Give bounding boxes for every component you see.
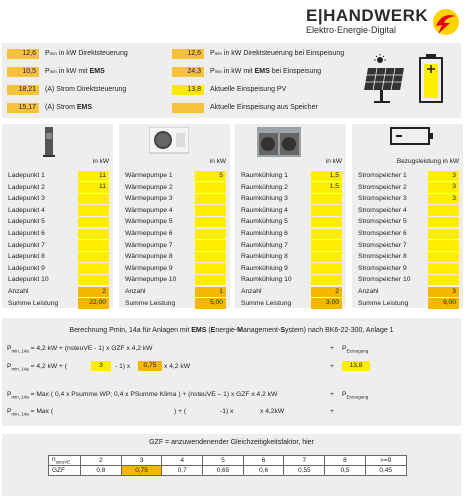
summary-right-label: Aktuelle Einspeisung aus Speicher — [210, 104, 318, 111]
device-power-input[interactable] — [78, 275, 109, 286]
summary-right-label: Pmin in kW Direktsteuerung bei Einspeisung — [210, 50, 345, 57]
device-name: Wärmepumpe 5 — [125, 218, 173, 226]
gzf-n-cell: 4 — [162, 456, 203, 466]
device-name: Stromspeicher 2 — [358, 183, 407, 191]
gzf-table — [48, 455, 407, 476]
device-power-input[interactable] — [78, 217, 109, 228]
device-row — [352, 228, 463, 240]
formula-minus-one: - 1) x — [115, 363, 131, 370]
device-row — [352, 170, 463, 182]
device-row — [119, 240, 230, 252]
device-power-input[interactable] — [428, 275, 459, 286]
device-name: Stromspeicher 4 — [358, 206, 407, 214]
gzf-value-cell: 0,65 — [203, 466, 244, 476]
formula-ems-bracket: ) + ( — [174, 408, 187, 415]
device-name: Ladepunkt 2 — [8, 183, 45, 191]
heat-pump-icon — [149, 127, 189, 157]
device-power-input[interactable] — [311, 275, 342, 286]
device-power-input[interactable] — [311, 252, 342, 263]
device-power-input[interactable] — [428, 252, 459, 263]
panel-unit-header: in kW — [92, 158, 109, 165]
storage-panel — [352, 124, 463, 308]
sum-row — [235, 298, 346, 310]
device-row — [119, 274, 230, 286]
calculation-title: Berechnung Pmin, 14a für Anlagen mit EMS (Energie-Management-System) nach BK6-22-300, Anlage 1 — [69, 327, 394, 334]
gzf-n-cell: 5 — [203, 456, 244, 466]
device-power-input[interactable]: 3 — [428, 194, 459, 205]
logo-brand-text: E|HANDWERK — [306, 6, 429, 25]
device-name: Wärmepumpe 1 — [125, 172, 173, 179]
device-name: Raumkühlung 3 — [241, 195, 288, 203]
device-row — [235, 182, 346, 194]
device-row — [235, 251, 346, 263]
device-row — [2, 274, 113, 286]
formula-direct-perzeugung: $P_{Erzeugung}$ — [342, 345, 369, 354]
device-row — [352, 216, 463, 228]
count-value: 1 — [195, 287, 226, 298]
sum-label: Summe Leistung — [8, 299, 59, 307]
formula-ems-values-plus: + — [330, 408, 334, 415]
device-power-input[interactable]: 11 — [78, 182, 109, 193]
count-label: Anzahl — [241, 288, 262, 295]
summary-right-label: Aktuelle Einspeisung PV — [210, 86, 287, 93]
device-row — [119, 216, 230, 228]
gzf-n-cell: 6 — [243, 456, 284, 466]
device-name: Stromspeicher 8 — [358, 253, 407, 261]
device-power-input[interactable] — [78, 263, 109, 274]
gzf-value-cell: 0,5 — [325, 466, 366, 476]
device-name: Ladepunkt 3 — [8, 195, 45, 203]
formula-ems: $P_{min, 14a}$ = Max ( 0,4 x Psumme WP; 0,4 x PSumme Klima ) + (nsteuVE – 1) x GZF x 4,2 kW — [7, 391, 278, 400]
device-row — [119, 193, 230, 205]
summary-right-value — [172, 103, 204, 113]
summary-left-value: 18,21 — [7, 85, 39, 95]
panel-unit-header: Bezugsleistung in kW — [396, 158, 459, 165]
device-row — [2, 228, 113, 240]
gzf-panel — [2, 434, 461, 496]
device-row — [2, 205, 113, 217]
device-power-input[interactable] — [311, 263, 342, 274]
gzf-value-cell: 0,6 — [243, 466, 284, 476]
summary-left-label: Pmin in kW mit EMS — [45, 68, 105, 75]
device-power-input[interactable] — [428, 229, 459, 240]
device-row — [235, 216, 346, 228]
nsteuve-value[interactable]: 3 — [91, 361, 111, 371]
device-name: Wärmepumpe 3 — [125, 195, 173, 203]
device-power-input[interactable] — [78, 205, 109, 216]
logo-tagline: Elektro·Energie·Digital — [306, 25, 397, 35]
formula-ems-perzeugung: $P_{Erzeugung}$ — [342, 391, 369, 400]
device-row — [352, 182, 463, 194]
solar-panel-icon — [360, 54, 408, 106]
device-name: Stromspeicher 1 — [358, 172, 407, 179]
device-name: Wärmepumpe 8 — [125, 253, 173, 261]
device-power-input[interactable] — [78, 229, 109, 240]
device-row — [235, 228, 346, 240]
summary-left-value: 12,6 — [7, 49, 39, 59]
device-power-input[interactable]: 1,5 — [311, 182, 342, 193]
gzf-value[interactable]: 0,75 — [138, 361, 162, 371]
device-row — [119, 205, 230, 217]
formula-ems-minus-one: -1) x — [220, 408, 234, 415]
gzf-value-cell: 0,8 — [81, 466, 122, 476]
count-value: 2 — [78, 287, 109, 298]
heat-pump-panel — [119, 124, 230, 308]
sum-value: 5,00 — [195, 298, 226, 309]
battery-icon — [418, 53, 444, 103]
formula-direct-values: $P_{min, 14a} = 4,2$ kW + ( — [7, 363, 68, 372]
cooling-unit-icon — [257, 127, 301, 159]
device-name: Wärmepumpe 6 — [125, 230, 173, 237]
sum-value: 9,00 — [428, 298, 459, 309]
device-power-input[interactable] — [78, 194, 109, 205]
device-row — [352, 274, 463, 286]
gzf-value-cell: 0,7 — [162, 466, 203, 476]
device-power-input[interactable] — [195, 240, 226, 251]
device-name: Wärmepumpe 2 — [125, 183, 173, 191]
device-power-input[interactable] — [195, 275, 226, 286]
device-name: Stromspeicher 9 — [358, 264, 407, 272]
device-row — [2, 263, 113, 275]
gzf-n-cell: >=9 — [365, 456, 406, 466]
summary-right-label: Pmin in kW mit EMS bei Einspeisung — [210, 68, 322, 75]
panel-unit-header: in kW — [325, 158, 342, 165]
device-name: Ladepunkt 9 — [8, 264, 45, 272]
summary-right-value: 24,3 — [172, 67, 204, 77]
gzf-n-header: $n_{steuVE}$ — [49, 456, 81, 466]
formula-ems-times-kw: x 4,2kW — [260, 408, 285, 415]
device-row — [235, 205, 346, 217]
sum-label: Summe Leistung — [125, 299, 176, 307]
device-name: Stromspeicher 10 — [358, 276, 411, 284]
wallbox-panel — [2, 124, 113, 308]
device-name: Raumkühlung 7 — [241, 241, 288, 249]
device-name: Ladepunkt 7 — [8, 241, 45, 249]
device-row — [352, 193, 463, 205]
device-row — [235, 263, 346, 275]
device-name: Ladepunkt 5 — [8, 218, 45, 226]
gzf-value-cell-selected: 0,75 — [121, 466, 162, 476]
device-row — [235, 170, 346, 182]
device-name: Wärmepumpe 9 — [125, 264, 173, 272]
device-row — [119, 251, 230, 263]
device-row — [2, 216, 113, 228]
device-name: Wärmepumpe 4 — [125, 206, 173, 214]
device-power-input[interactable] — [428, 240, 459, 251]
device-power-input[interactable] — [195, 229, 226, 240]
formula-direct: $P_{min, 14a} = 4,2$ kW + (nsteuVE - 1) x GZF x 4,2 kW — [7, 345, 153, 354]
device-name: Raumkühlung 2 — [241, 183, 288, 191]
count-row — [352, 286, 463, 298]
device-power-input[interactable] — [428, 217, 459, 228]
count-row — [235, 286, 346, 298]
device-power-input[interactable] — [195, 217, 226, 228]
device-name: Stromspeicher 3 — [358, 195, 407, 203]
device-power-input[interactable] — [195, 252, 226, 263]
sum-row — [2, 298, 113, 310]
sum-row — [119, 298, 230, 310]
count-row — [2, 286, 113, 298]
device-row — [235, 240, 346, 252]
device-name: Raumkühlung 1 — [241, 172, 288, 179]
gzf-value-cell: 0,45 — [365, 466, 406, 476]
formula-ems-values: $P_{min, 14a}$ = Max ( — [7, 408, 54, 417]
gzf-n-cell: 8 — [325, 456, 366, 466]
gzf-n-cell: 7 — [284, 456, 325, 466]
device-name: Ladepunkt 8 — [8, 253, 45, 261]
count-value: 3 — [428, 287, 459, 298]
device-row — [352, 240, 463, 252]
gzf-value-header: GZF — [49, 466, 81, 476]
perzeugung-value[interactable]: 13,8 — [342, 361, 370, 371]
device-name: Wärmepumpe 7 — [125, 241, 173, 249]
device-row — [119, 263, 230, 275]
device-name: Stromspeicher 5 — [358, 218, 407, 226]
device-power-input[interactable] — [78, 252, 109, 263]
device-name: Wärmepumpe 10 — [125, 276, 177, 284]
device-name: Raumkühlung 10 — [241, 276, 292, 284]
device-power-input[interactable]: 3 — [428, 182, 459, 193]
formula-values-plus: + — [330, 363, 334, 370]
lightning-logo-icon — [432, 6, 460, 38]
count-label: Anzahl — [125, 288, 146, 295]
device-name: Raumkühlung 8 — [241, 253, 288, 261]
formula-times-kw: x 4,2 kW — [164, 363, 191, 370]
device-name: Raumkühlung 5 — [241, 218, 288, 226]
device-row — [235, 274, 346, 286]
sum-label: Summe Leistung — [358, 299, 409, 307]
count-label: Anzahl — [358, 288, 379, 295]
device-power-input[interactable]: 5 — [195, 171, 226, 182]
summary-left-label: (A) Strom Direktsteuerung — [45, 86, 127, 93]
device-power-input[interactable]: 1,5 — [311, 171, 342, 182]
device-power-input[interactable] — [311, 240, 342, 251]
device-row — [2, 193, 113, 205]
device-name: Raumkühlung 4 — [241, 206, 288, 214]
device-power-input[interactable] — [311, 217, 342, 228]
sum-value: 22,00 — [78, 298, 109, 309]
device-row — [119, 170, 230, 182]
storage-battery-icon — [390, 127, 434, 147]
device-power-input[interactable] — [195, 182, 226, 193]
device-row — [235, 193, 346, 205]
device-row — [352, 251, 463, 263]
device-row — [2, 240, 113, 252]
device-power-input[interactable] — [311, 229, 342, 240]
sum-value: 3,00 — [311, 298, 342, 309]
device-name: Stromspeicher 6 — [358, 230, 407, 237]
wallbox-icon — [42, 127, 56, 159]
count-value: 2 — [311, 287, 342, 298]
panel-unit-header: in kW — [209, 158, 226, 165]
device-power-input[interactable] — [195, 194, 226, 205]
device-name: Stromspeicher 7 — [358, 241, 407, 249]
device-power-input[interactable] — [311, 205, 342, 216]
device-power-input[interactable] — [195, 263, 226, 274]
device-row — [119, 228, 230, 240]
device-power-input[interactable] — [428, 263, 459, 274]
device-name: Ladepunkt 6 — [8, 230, 45, 237]
summary-left-label: (A) Strom EMS — [45, 104, 93, 111]
formula-direct-plus: + — [330, 345, 334, 352]
summary-right-value: 13,8 — [172, 85, 204, 95]
gzf-n-cell: 2 — [81, 456, 122, 466]
device-name: Ladepunkt 4 — [8, 206, 45, 214]
device-row — [2, 182, 113, 194]
device-row — [352, 205, 463, 217]
device-power-input[interactable] — [78, 240, 109, 251]
sum-label: Summe Leistung — [241, 299, 292, 307]
device-power-input[interactable]: 11 — [78, 171, 109, 182]
device-name: Raumkühlung 6 — [241, 230, 288, 237]
summary-right-value: 12,6 — [172, 49, 204, 59]
device-name: Ladepunkt 1 — [8, 172, 45, 179]
formula-ems-plus: + — [330, 391, 334, 398]
device-power-input[interactable]: 3 — [428, 171, 459, 182]
count-row — [119, 286, 230, 298]
device-name: Raumkühlung 9 — [241, 264, 288, 272]
summary-left-value: 15,17 — [7, 103, 39, 113]
device-power-input[interactable] — [195, 205, 226, 216]
sum-row — [352, 298, 463, 310]
summary-left-value: 10,5 — [7, 67, 39, 77]
calculation-panel — [2, 318, 461, 426]
gzf-value-cell: 0,55 — [284, 466, 325, 476]
device-power-input[interactable] — [311, 194, 342, 205]
device-row — [2, 170, 113, 182]
device-row — [352, 263, 463, 275]
device-row — [119, 182, 230, 194]
gzf-title: GZF = anzuwendenender Gleichzeitigkeitsfaktor, hier — [149, 439, 314, 446]
device-name: Ladepunkt 10 — [8, 276, 49, 284]
device-row — [2, 251, 113, 263]
device-power-input[interactable] — [428, 205, 459, 216]
count-label: Anzahl — [8, 288, 29, 295]
ehandwerk-logo — [306, 6, 462, 40]
gzf-n-cell: 3 — [121, 456, 162, 466]
cooling-panel — [235, 124, 346, 308]
summary-left-label: Pmin in kW Direktsteuerung — [45, 50, 128, 57]
